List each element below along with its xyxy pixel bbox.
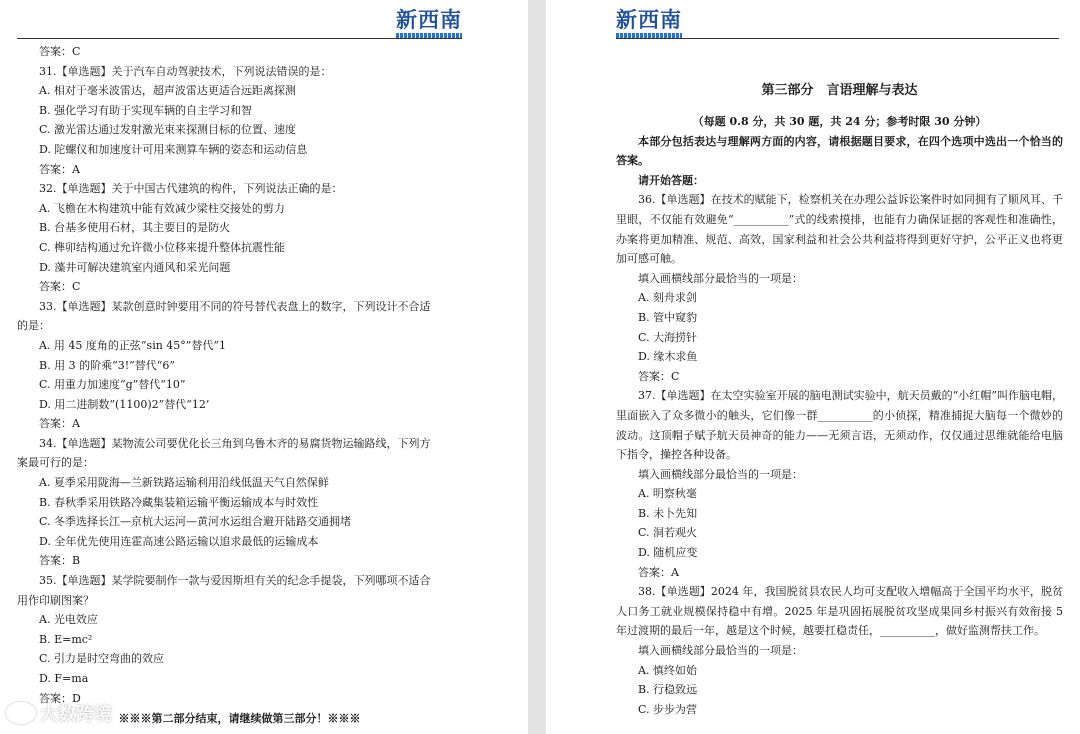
text-line: A. 飞檐在木构建筑中能有效减少梁柱交接处的剪力	[39, 201, 285, 215]
publisher-logo	[396, 8, 462, 38]
q38-option-c: C. 步步为营	[638, 702, 698, 716]
text-line: 33.【单选题】某款创意时钟要用不同的符号替代表盘上的数字，下列设计不合适	[39, 299, 431, 313]
text-line: 答案：B	[39, 554, 81, 568]
text-line: B. 用 3 的阶乘“3!”替代“6”	[39, 358, 175, 372]
q36-option-a: A. 刻舟求剑	[638, 291, 697, 305]
text-line: A. 夏季采用陇海—兰新铁路运输利用沿线低温天气自然保鲜	[39, 476, 329, 490]
section-end-note: ※※※第二部分结束，请继续做第三部分！※※※	[118, 712, 361, 726]
left-content	[17, 42, 462, 726]
watermark-text: 大数跨境	[40, 704, 112, 725]
watermark	[6, 700, 112, 726]
q36-option-c: C. 大海捞针	[638, 330, 698, 344]
text-line: 31.【单选题】关于汽车自动驾驶技术，下列说法错误的是：	[39, 64, 332, 78]
question-38: 38.【单选题】2024 年，我国脱贫县农民人均可支配收入增幅高于全国平均水平，脱贫人口务工就业规模保持稳中有增。2025 年是巩固拓展脱贫攻坚成果同乡村振兴有效衔接 5 年过渡期的最后一年，越是这个时候，越要扛稳责任，__________，做好监测帮扶工作。	[616, 585, 1063, 638]
text-line: 答案：C	[39, 45, 81, 58]
question-36: 36.【单选题】在技术的赋能下，检察机关在办理公益诉讼案件时如同拥有了顺风耳、千里眼，不仅能有效避免“__________”式的线索摸排，也能有力确保证据的客观性和准确性，办案将更加精准、规范、高效，国家利益和社会公共利益将得到更好守护，公平正义也将更加可感可触。	[616, 193, 1063, 266]
text-line: D. 藻井可解决建筑室内通风和采光问题	[39, 260, 231, 274]
left-lines	[17, 42, 462, 708]
text-line: 答案：A	[39, 162, 80, 176]
q37-option-b: B. 未卜先知	[638, 506, 698, 520]
text-line: 的是：	[17, 319, 50, 333]
q37-answer: 答案：A	[638, 565, 679, 579]
start-prompt: 请开始答题：	[638, 173, 704, 187]
header-rule	[17, 38, 462, 39]
text-line: 用作印刷图案？	[17, 593, 94, 607]
text-line: 答案：A	[39, 417, 80, 431]
chat-bubble-icon	[6, 702, 36, 724]
text-line: C. 引力是时空弯曲的效应	[39, 652, 165, 666]
text-line: 32.【单选题】关于中国古代建筑的构件，下列说法正确的是：	[39, 182, 343, 196]
section-subtitle: （每题 0.8 分，共 30 题，共 24 分；参考时限 30 分钟）	[692, 115, 987, 128]
text-line: 答案：C	[39, 280, 81, 294]
text-line: B. 春秋季采用铁路冷藏集装箱运输平衡运输成本与时效性	[39, 495, 319, 509]
text-line: A. 相对于毫米波雷达，超声波雷达更适合远距离探测	[39, 84, 296, 98]
text-line: D. F=ma	[39, 672, 89, 685]
text-line: C. 激光雷达通过发射激光束来探测目标的位置、速度	[39, 123, 297, 137]
text-line: D. 陀螺仪和加速度计可用来测算车辆的姿态和运动信息	[39, 142, 308, 156]
q36-option-d: D. 缘木求鱼	[638, 350, 698, 364]
text-line: C. 榫卯结构通过允许微小位移来提升整体抗震性能	[39, 240, 286, 254]
q38-option-a: A. 慎终如始	[638, 663, 697, 677]
right-content	[616, 76, 1063, 719]
logo-text: 新西南	[396, 8, 462, 32]
text-line: 35.【单选题】某学院要制作一款与爱因斯坦有关的纪念手提袋，下列哪项不适合	[39, 574, 431, 588]
q37-prompt: 填入画横线部分最恰当的一项是：	[638, 467, 803, 481]
section-title: 第三部分 言语理解与表达	[761, 83, 918, 98]
q37-option-d: D. 随机应变	[638, 546, 698, 560]
text-line: B. 台基多使用石材，其主要目的是防火	[39, 221, 231, 235]
text-line: D. 全年优先使用连霍高速公路运输以追求最低的运输成本	[39, 534, 319, 548]
page-gap	[528, 0, 546, 734]
q36-answer: 答案：C	[638, 369, 680, 383]
publisher-logo	[616, 8, 682, 38]
header-rule	[616, 38, 1059, 39]
question-37: 37.【单选题】在太空实验室开展的脑电测试实验中，航天员戴的“小红帽”叫作脑电帽，里面嵌入了众多微小的触头，它们像一群__________的小侦探，精准捕捉大脑每一个微妙的波动。这顶帽子赋予航天员神奇的能力——无须言语，无须动作，仅仅通过思维就能给电脑下指令，操控各种设备。	[616, 389, 1063, 462]
text-line: 34.【单选题】某物流公司要优化长三角到乌鲁木齐的易腐货物运输路线，下列方	[39, 436, 431, 450]
logo-text: 新西南	[616, 8, 682, 32]
left-page	[0, 0, 528, 734]
q36-option-b: B. 管中窥豹	[638, 310, 698, 324]
text-line: 答案：D	[39, 691, 81, 705]
section-intro: 本部分包括表达与理解两方面的内容，请根据题目要求，在四个选项中选出一个恰当的答案。	[616, 134, 1063, 168]
text-line: A. 用 45 度角的正弦“sin 45°”替代“1	[39, 338, 227, 352]
text-line: D. 用二进制数“(1100)2”替代“12’	[39, 397, 210, 411]
q36-prompt: 填入画横线部分最恰当的一项是：	[638, 271, 803, 285]
q37-option-a: A. 明察秋毫	[638, 487, 697, 501]
text-line: A. 光电效应	[39, 613, 98, 627]
text-line: B. 强化学习有助于实现车辆的自主学习和智	[39, 103, 253, 117]
q38-option-b: B. 行稳致远	[638, 683, 698, 697]
text-line: C. 用重力加速度“g”替代“10”	[39, 378, 186, 392]
text-line: 案最可行的是：	[17, 456, 94, 470]
text-line: B. E=mc²	[39, 632, 93, 646]
q37-option-c: C. 洞若观火	[638, 526, 698, 540]
q38-prompt: 填入画横线部分最恰当的一项是：	[638, 644, 803, 658]
text-line: C. 冬季选择长江—京杭大运河—黄河水运组合避开陆路交通拥堵	[39, 515, 352, 529]
right-page	[546, 0, 1080, 734]
